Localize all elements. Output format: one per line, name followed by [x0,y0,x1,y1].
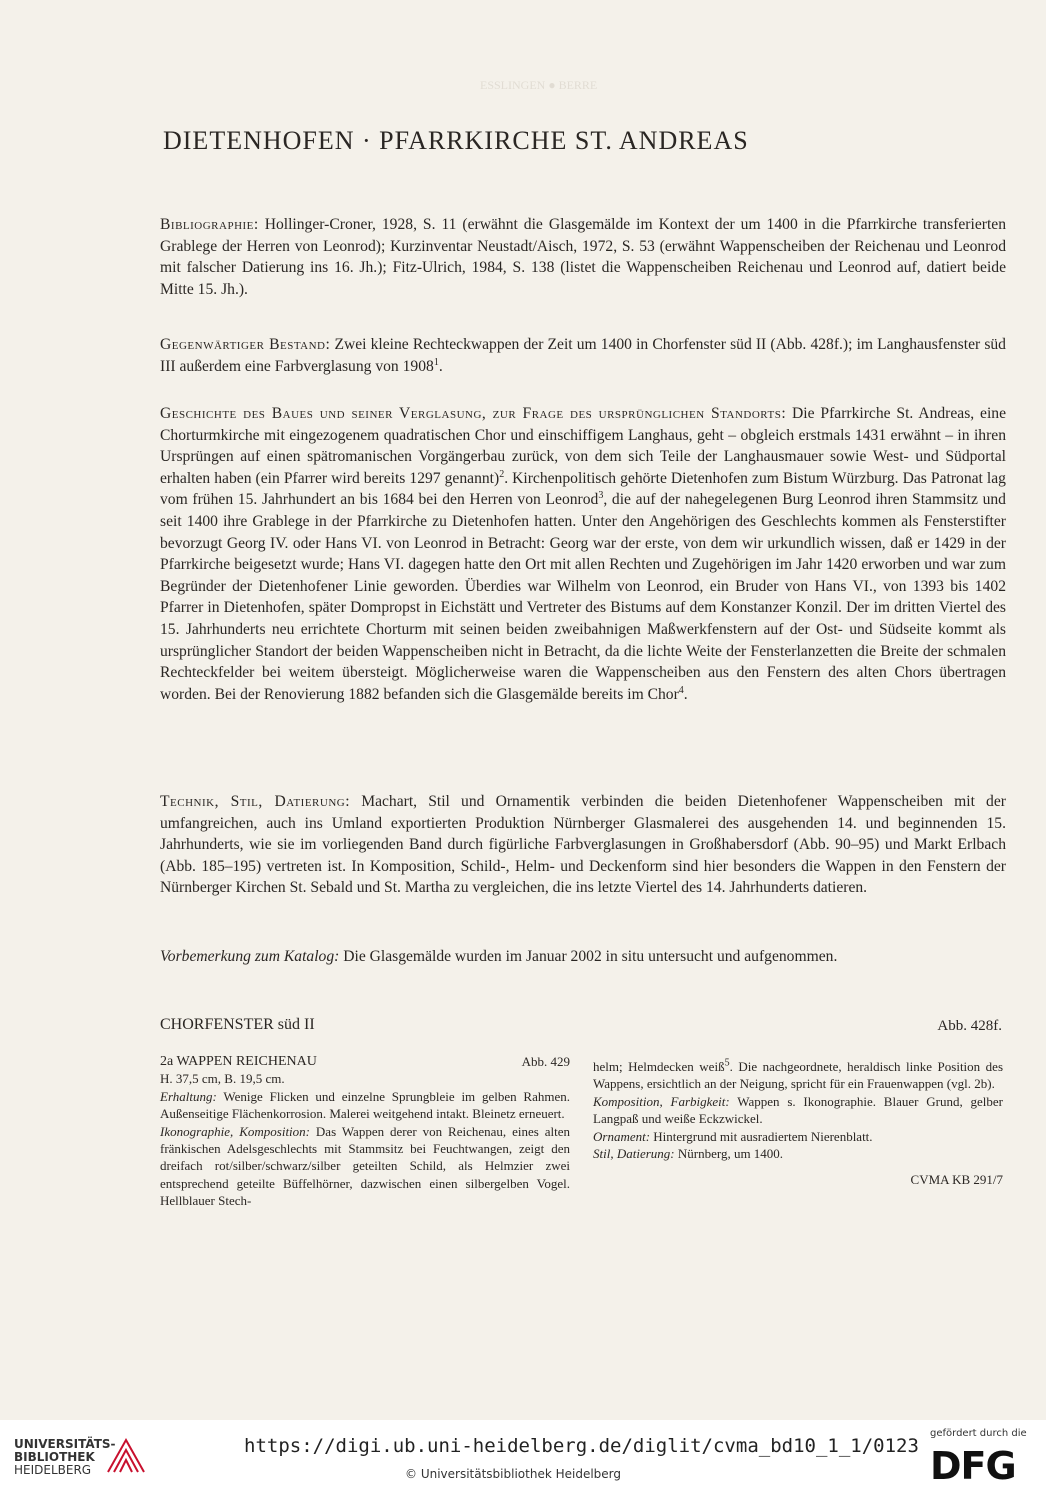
entry-stil: Stil, Datierung: Nürnberg, um 1400. [593,1146,784,1162]
library-logo-icon [104,1432,148,1478]
entry-title: 2a WAPPEN REICHENAU [160,1054,317,1069]
document-url-link[interactable]: https://digi.ub.uni-heidelberg.de/diglit/cvma_bd10_1_1/0123 [244,1435,919,1457]
technik-text: Machart, Stil und Ornamentik verbinden die beiden Dietenhofener Wappenscheiben mit der umfangreichen, auch ins Umland exportierten Produktion Nürnberger Glasmalerei des ausgehenden 14. und beginnenden 15. Jahrhunderts, wie sie im vorliegenden Band durch figürliche Farbverglasungen in Großhabersdorf (Abb. 90–95) und Markt Erlbach (Abb. 185–195) vertreten ist. In Komposition, Schild-, Helm- und Deckenform sind hier besonders die Wappen in den Fenstern der Nürnberger Kirchen St. Sebald und St. Martha zu vergleichen, die ins letzte Viertel des 14. Jahrhunderts datieren. [160,793,1006,897]
window-figure-ref: Abb. 428f. [937,1018,1002,1034]
viewer-footer [0,1420,1046,1495]
footnote-ref: 3 [598,490,604,502]
cvma-number: CVMA KB 291/7 [910,1172,1003,1188]
entry-ornament: Ornament: Hintergrund mit ausradiertem Nierenblatt. [593,1128,873,1144]
catalog-entry-left-column [160,1053,570,1210]
entry-continuation: helm; Helmdecken weiß$^5$. Die nachgeordnete, heraldisch linke Position des Wappens, ersichtlich an der Neigung, spricht für ein Frauenwappen (vgl. 2b). [593,1057,1003,1092]
vorbemerkung-label: Vorbemerkung zum Katalog: [160,948,340,965]
technik-label: Technik, Stil, Datierung: [160,793,351,810]
entry-header [160,1053,570,1070]
footnote-ref: 2 [499,468,505,480]
page-title: DIETENHOFEN · PFARRKIRCHE ST. ANDREAS [163,126,749,155]
geschichte-label: Geschichte des Baues und seiner Verglasung, zur Frage des ursprünglichen Standorts: [160,405,787,422]
entry-dimensions: H. 37,5 cm, B. 19,5 cm. [160,1071,285,1087]
window-heading: CHORFENSTER süd II [160,1016,315,1033]
vorbemerkung-text: Die Glasgemälde wurden im Januar 2002 in situ untersucht und aufgenommen. [343,948,838,965]
bestand-label: Gegenwärtiger Bestand: [160,336,331,353]
catalog-entry-right-column [593,1058,1003,1189]
footnote-ref: 4 [678,684,684,696]
funding-note: gefördert durch die [930,1428,1027,1439]
bleed-through-text: ESSLINGEN ● BERRE [480,78,598,92]
vorbemerkung-paragraph [160,946,1006,968]
bibliography-paragraph [160,214,1006,300]
footnote-ref: 5 [724,1057,730,1069]
dfg-logo[interactable]: DFG [930,1444,1016,1488]
copyright-notice: © Universitätsbibliothek Heidelberg [405,1467,622,1481]
entry-figure-ref: Abb. 429 [521,1054,570,1069]
entry-erhaltung: Erhaltung: Wenige Flicken und einzelne Sprungbleie im gelben Rahmen. Außenseitige Flächenkorrosion. Malerei weitgehend intakt. Bleinetz erneuert. [160,1088,571,1122]
entry-ikonographie: Ikonographie, Komposition: Das Wappen derer von Reichenau, eines alten fränkischen Adelsgeschlechts mit Stammsitz bei Feuchtwangen, zeigt den dreifach rot/silber/schwarz/silber geteilten Schild, als Helmzier zwei entsprechend geteilte Büffelhörner, dazwischen einen silbergelben Vogel. Hellblauer Stech- [160,1123,570,1209]
bibliography-text: Hollinger-Croner, 1928, S. 11 (erwähnt die Glasgemälde im Kontext der um 1400 in die Pfarrkirche transferierten Grablege der Herren von Leonrod); Kurzinventar Neustadt/Aisch, 1972, S. 53 (erwähnt Wappenscheiben der Reichenau und Leonrod mit falscher Datierung ins 16. Jh.); Fitz-Ulrich, 1984, S. 138 (listet die Wappenscheiben Reichenau und Leonrod auf, datiert beide Mitte 15. Jh.). [160,216,1007,298]
bibliography-label: Bibliographie: [160,216,259,233]
entry-komposition: Komposition, Farbigkeit: Wappen s. Ikonographie. Blauer Grund, gelber Langpaß und weiße Eckzwickel. [593,1093,1003,1127]
footnote-ref: 1 [433,356,439,368]
technik-paragraph [160,791,1006,899]
geschichte-paragraph: Geschichte des Baues und seiner Verglasung, zur Frage des ursprünglichen Standorts: Die Pfarrkirche St. Andreas, eine Chorturmkirche mit eingezogenem quadratischen Chor und einschiffigem Langhaus, geht – obgleich erstmals 1431 erwähnt – in ihren Ursprüngen auf einen spätromanischen Vorgängerbau zurück, von dem sich Teile der Langhausmauer sowie West- und Südportal erhalten haben (ein Pfarrer wird bereits 1297 genannt)$^2$. Kirchenpolitisch gehörte Dietenhofen zum Bistum Würzburg. Das Patronat lag vom frühen 15. Jahrhundert an bis 1684 bei den Herren von Leonrod$^3$, die auf der nahegelegenen Burg Leonrod ihren Stammsitz und seit 1400 ihre Grablege in der Pfarrkirche zu Dietenhofen hatten. Unter den Angehörigen des Geschlechts kommen als Fensterstifter bevorzugt Georg IV. oder Hans VI. von Leonrod in Betracht: Georg war der erste, von dem wir urkundlich wissen, daß er 1429 in der Pfarrkirche beigesetzt wurde; Hans VI. dagegen hatte den Ort mit allen Rechten und Zugehörigen im Jahr 1420 erworben und war zum Begründer der Dietenhofener Linie geworden. Überdies war Wilhelm von Leonrod, ein Bruder von Hans VI., von 1393 bis 1402 Pfarrer in Dietenhofen, später Dompropst in Eichstätt und Vertreter des Bistums auf dem Konstanzer Konzil. Der im dritten Viertel des 15. Jahrhunderts neu errichtete Chorturm mit seinen beiden zweibahnigen Maßwerkfenstern auf der Ost- und Südseite kommt als ursprünglicher Standort der beiden Wappenscheiben nicht in Betracht, da die lichte Weite der Fensterlanzetten die Breite der schmalen Rechteckfelder bei weitem übersteigt. Möglicherweise waren die Wappenscheiben aus den Fenstern des alten Chors übertragen worden. Bei der Renovierung 1882 befanden sich die Glasgemälde bereits im Chor$^4$. [160,405,1006,703]
bestand-paragraph: Gegenwärtiger Bestand: Zwei kleine Rechteckwappen der Zeit um 1400 in Chorfenster süd II (Abb. 428f.); im Langhausfenster süd III außerdem eine Farbverglasung von 1908$^1$. [160,336,1006,375]
library-logo-text[interactable]: UNIVERSITÄTS- BIBLIOTHEK HEIDELBERG [14,1437,116,1477]
bestand-text: Zwei kleine Rechteckwappen der Zeit um 1400 in Chorfenster süd II (Abb. 428f.); im Langhausfenster süd III außerdem eine Farbverglasung von 1908 [160,336,1006,375]
